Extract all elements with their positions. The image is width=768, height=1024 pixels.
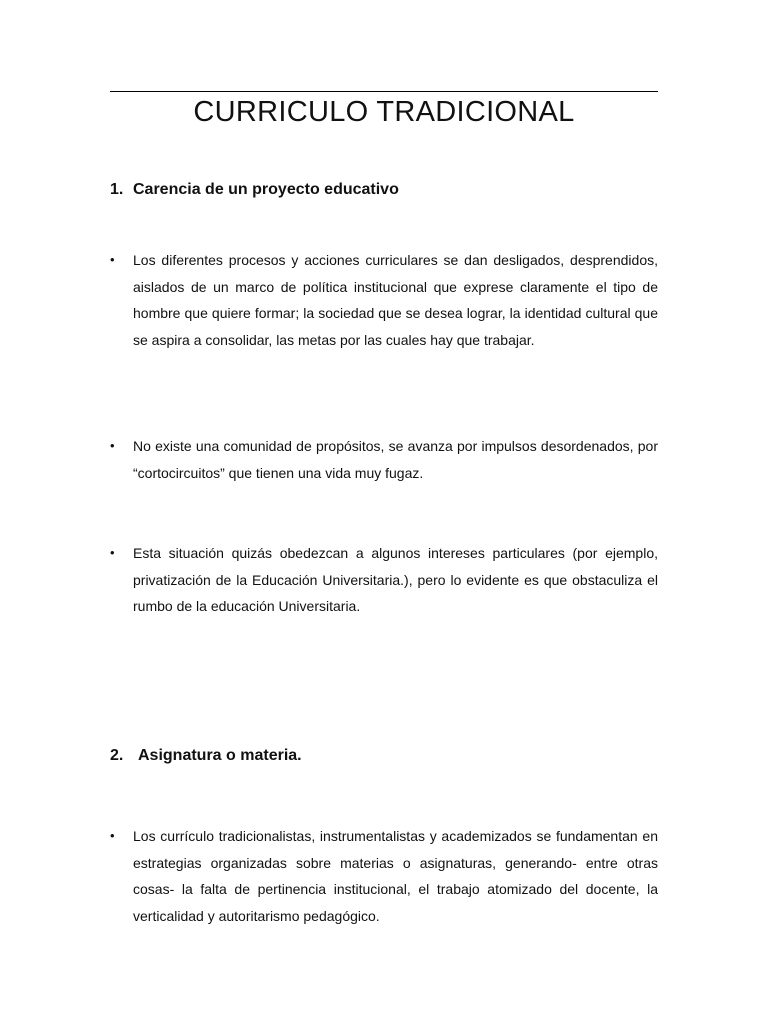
section-heading-1 (110, 179, 399, 201)
section-heading-text: Asignatura o materia. (138, 747, 302, 764)
list-item (110, 823, 658, 929)
list-item (110, 247, 658, 353)
list-item (110, 540, 658, 620)
bullet-icon: • (110, 252, 115, 267)
bullet-text: Esta situación quizás obedezcan a algunos intereses particulares (por ejemplo, privatización de la Educación Universitaria.), pero lo evidente es que obstaculiza el rumbo de la educación Universitaria. (133, 545, 658, 615)
section-number: 2. (110, 747, 124, 764)
bullet-icon: • (110, 438, 115, 453)
document-title: CURRICULO TRADICIONAL (193, 96, 575, 128)
bullet-text: Los diferentes procesos y acciones curriculares se dan desligados, desprendidos, aislados de un marco de política institucional que exprese claramente el tipo de hombre que quiere formar; la sociedad que se desea lograr, la identidad cultural que se aspira a consolidar, las metas por las cuales hay que trabajar. (133, 252, 658, 348)
bullet-icon: • (110, 545, 115, 560)
bullet-icon: • (110, 828, 115, 843)
section-heading-text: Carencia de un proyecto educativo (133, 181, 399, 198)
list-item (110, 433, 658, 486)
bullet-text: No existe una comunidad de propósitos, se avanza por impulsos desordenados, por “cortocircuitos” que tienen una vida muy fugaz. (133, 438, 658, 481)
section-number: 1. (110, 181, 124, 198)
bullet-text: Los currículo tradicionalistas, instrumentalistas y academizados se fundamentan en estrategias organizadas sobre materias o asignaturas, generando- entre otras cosas- la falta de pertinencia institucional, el trabajo atomizado del docente, la verticalidad y autoritarismo pedagógico. (133, 828, 658, 924)
section-heading-2 (110, 745, 302, 767)
